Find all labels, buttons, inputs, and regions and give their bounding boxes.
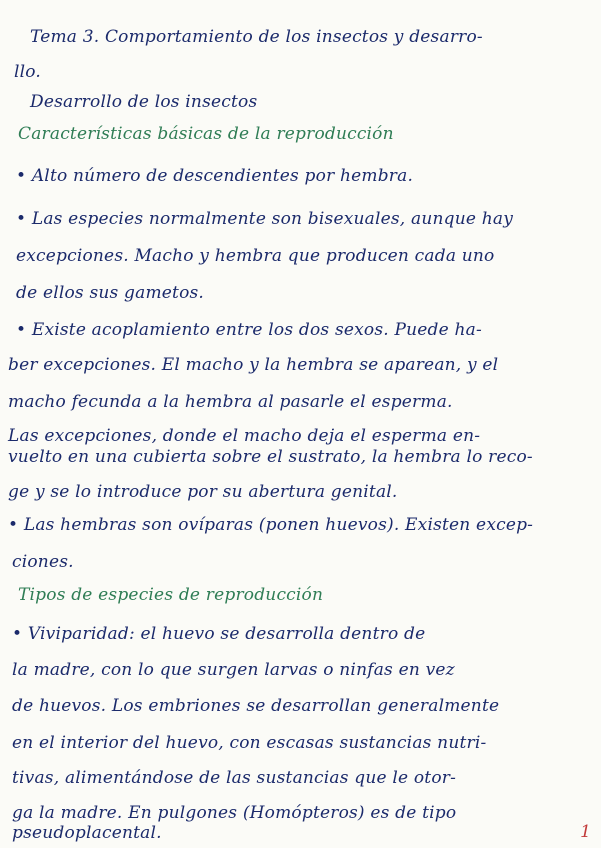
note-line: de huevos. Los embriones se desarrollan generalmente — [12, 696, 500, 716]
note-line: excepciones. Macho y hembra que producen cada uno — [16, 246, 495, 266]
title-line-1: Tema 3. Comportamiento de los insectos y desarro- — [30, 27, 483, 47]
note-line: • Las hembras son ovíparas (ponen huevos). Existen excep- — [8, 515, 534, 535]
note-line: ga la madre. En pulgones (Homópteros) es de tipo — [12, 803, 457, 823]
section-heading-reproduction: Características básicas de la reproducción — [18, 124, 394, 144]
note-line: macho fecunda a la hembra al pasarle el esperma. — [8, 392, 453, 412]
subtitle: Desarrollo de los insectos — [30, 92, 258, 112]
note-line: • Alto número de descendientes por hembra. — [16, 166, 414, 186]
note-line: • Existe acoplamiento entre los dos sexos. Puede ha- — [16, 320, 482, 340]
note-line: ciones. — [12, 552, 74, 572]
note-line: • Las especies normalmente son bisexuales, aunque hay — [16, 209, 514, 229]
note-line: Las excepciones, donde el macho deja el esperma en- — [8, 426, 481, 446]
note-line: vuelto en una cubierta sobre el sustrato, la hembra lo reco- — [8, 447, 533, 467]
note-line: ber excepciones. El macho y la hembra se aparean, y el — [8, 355, 499, 375]
title-line-2: llo. — [14, 62, 42, 82]
note-line: pseudoplacental. — [12, 823, 162, 843]
note-line: tivas, alimentándose de las sustancias que le otor- — [12, 768, 457, 788]
note-line: en el interior del huevo, con escasas sustancias nutri- — [12, 733, 487, 753]
section-heading-types: Tipos de especies de reproducción — [18, 585, 324, 605]
note-line: la madre, con lo que surgen larvas o ninfas en vez — [12, 660, 455, 680]
note-line: • Viviparidad: el huevo se desarrolla dentro de — [12, 624, 426, 644]
note-line: de ellos sus gametos. — [16, 283, 205, 303]
note-line: ge y se lo introduce por su abertura genital. — [8, 482, 398, 502]
page-number: 1 — [580, 822, 591, 842]
